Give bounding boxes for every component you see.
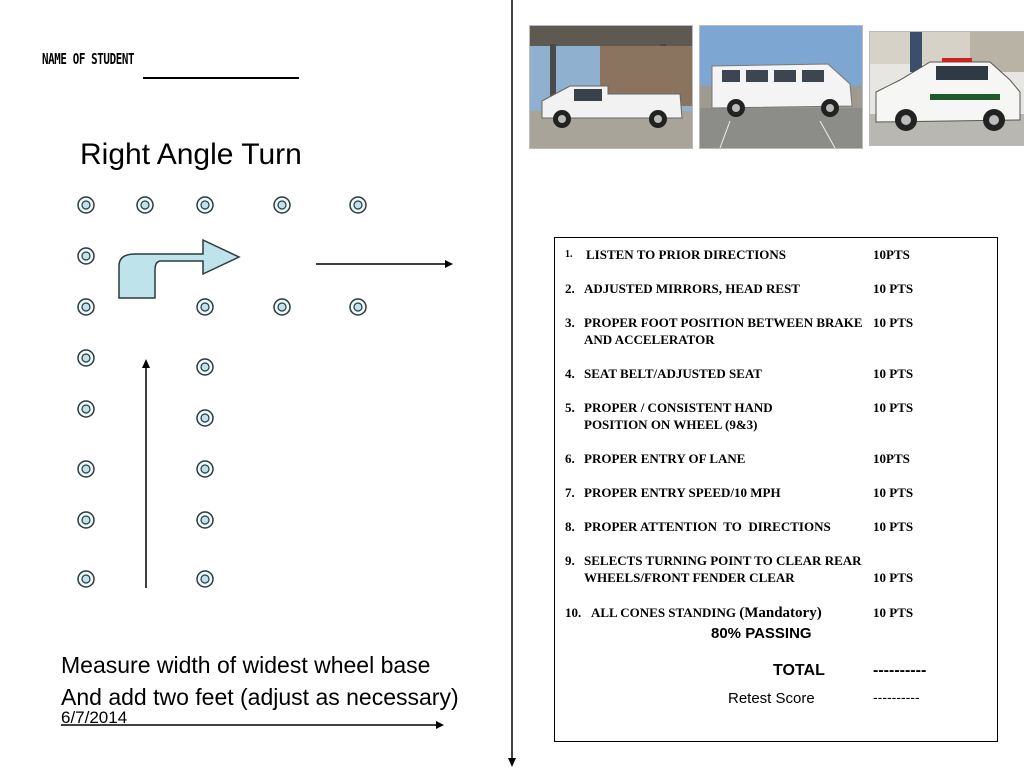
turn-arrow-icon [119, 240, 239, 298]
note-line-1: Measure width of widest wheel base [61, 652, 431, 678]
total-label: TOTAL [773, 662, 825, 679]
cone-icon [350, 197, 366, 213]
cone-icon [78, 350, 94, 366]
item-text: LISTEN TO PRIOR DIRECTIONS [586, 247, 786, 262]
item-points: 10 PTS [873, 570, 914, 585]
item-points: 10 PTS [873, 400, 914, 415]
cone-icon [137, 197, 153, 213]
cone-icon [78, 512, 94, 528]
item-text: PROPER FOOT POSITION BETWEEN BRAKE AND ACCELERATOR [584, 315, 863, 347]
cone-icon [78, 299, 94, 315]
passing-threshold: 80% PASSING [711, 625, 812, 642]
cone-icon [350, 299, 366, 315]
mandatory-note: (Mandatory) [739, 605, 822, 621]
item-text: ALL CONES STANDING [591, 605, 736, 620]
cone-icon [274, 197, 290, 213]
cone-icon [274, 299, 290, 315]
cone-icon [197, 299, 213, 315]
item-number: 3. [565, 315, 575, 330]
item-text: PROPER ENTRY SPEED/10 MPH [584, 485, 781, 500]
item-text: PROPER ENTRY OF LANE [584, 451, 746, 466]
cone-icon [197, 571, 213, 587]
cone-icon [78, 248, 94, 264]
item-points: 10PTS [873, 451, 910, 466]
item-points: 10 PTS [873, 366, 914, 381]
item-points: 10 PTS [873, 605, 914, 620]
cone-icon [78, 197, 94, 213]
pickup-truck-photo [529, 25, 693, 149]
item-text: PROPER / CONSISTENT HAND POSITION ON WHEEL (9&3) [584, 400, 773, 432]
cone-icon [197, 410, 213, 426]
patrol-suv-photo [869, 31, 1024, 146]
item-text: ADJUSTED MIRRORS, HEAD REST [584, 281, 800, 296]
item-points: 10 PTS [873, 519, 914, 534]
item-number: 6. [565, 451, 575, 466]
item-number: 2. [565, 281, 575, 296]
item-text: SELECTS TURNING POINT TO CLEAR REAR WHEELS/FRONT FENDER CLEAR [584, 553, 862, 585]
item-number: 7. [565, 485, 575, 500]
item-number: 4. [565, 366, 575, 381]
retest-blank: ---------- [873, 689, 920, 705]
item-text: PROPER ATTENTION TO DIRECTIONS [584, 519, 831, 534]
item-number: 1. [565, 249, 573, 260]
cone-icon [78, 401, 94, 417]
retest-label: Retest Score [728, 690, 815, 707]
item-number: 5. [565, 400, 575, 415]
diagram-title: Right Angle Turn [80, 138, 302, 171]
passenger-van-photo [699, 25, 863, 149]
item-number: 8. [565, 519, 575, 534]
item-text: SEAT BELT/ADJUSTED SEAT [584, 366, 762, 381]
student-name-label: NAME OF STUDENT [42, 50, 135, 68]
cone-icon [197, 461, 213, 477]
note-line-2: And add two feet (adjust as necessary) [61, 684, 459, 710]
student-name-blank [143, 77, 299, 79]
date-label: 6/7/2014 [61, 708, 128, 727]
cone-icon [197, 512, 213, 528]
item-number: 10. [565, 605, 582, 620]
page-divider [505, 0, 521, 768]
item-points: 10PTS [873, 247, 910, 262]
cone-icon [78, 461, 94, 477]
item-points: 10 PTS [873, 281, 914, 296]
cone-icon [78, 571, 94, 587]
item-number: 9. [565, 553, 575, 568]
item-points: 10 PTS [873, 315, 914, 330]
scorecard [554, 237, 998, 742]
total-blank: ---------- [873, 662, 927, 679]
cone-icon [197, 359, 213, 375]
cone-icon [197, 197, 213, 213]
item-points: 10 PTS [873, 485, 914, 500]
